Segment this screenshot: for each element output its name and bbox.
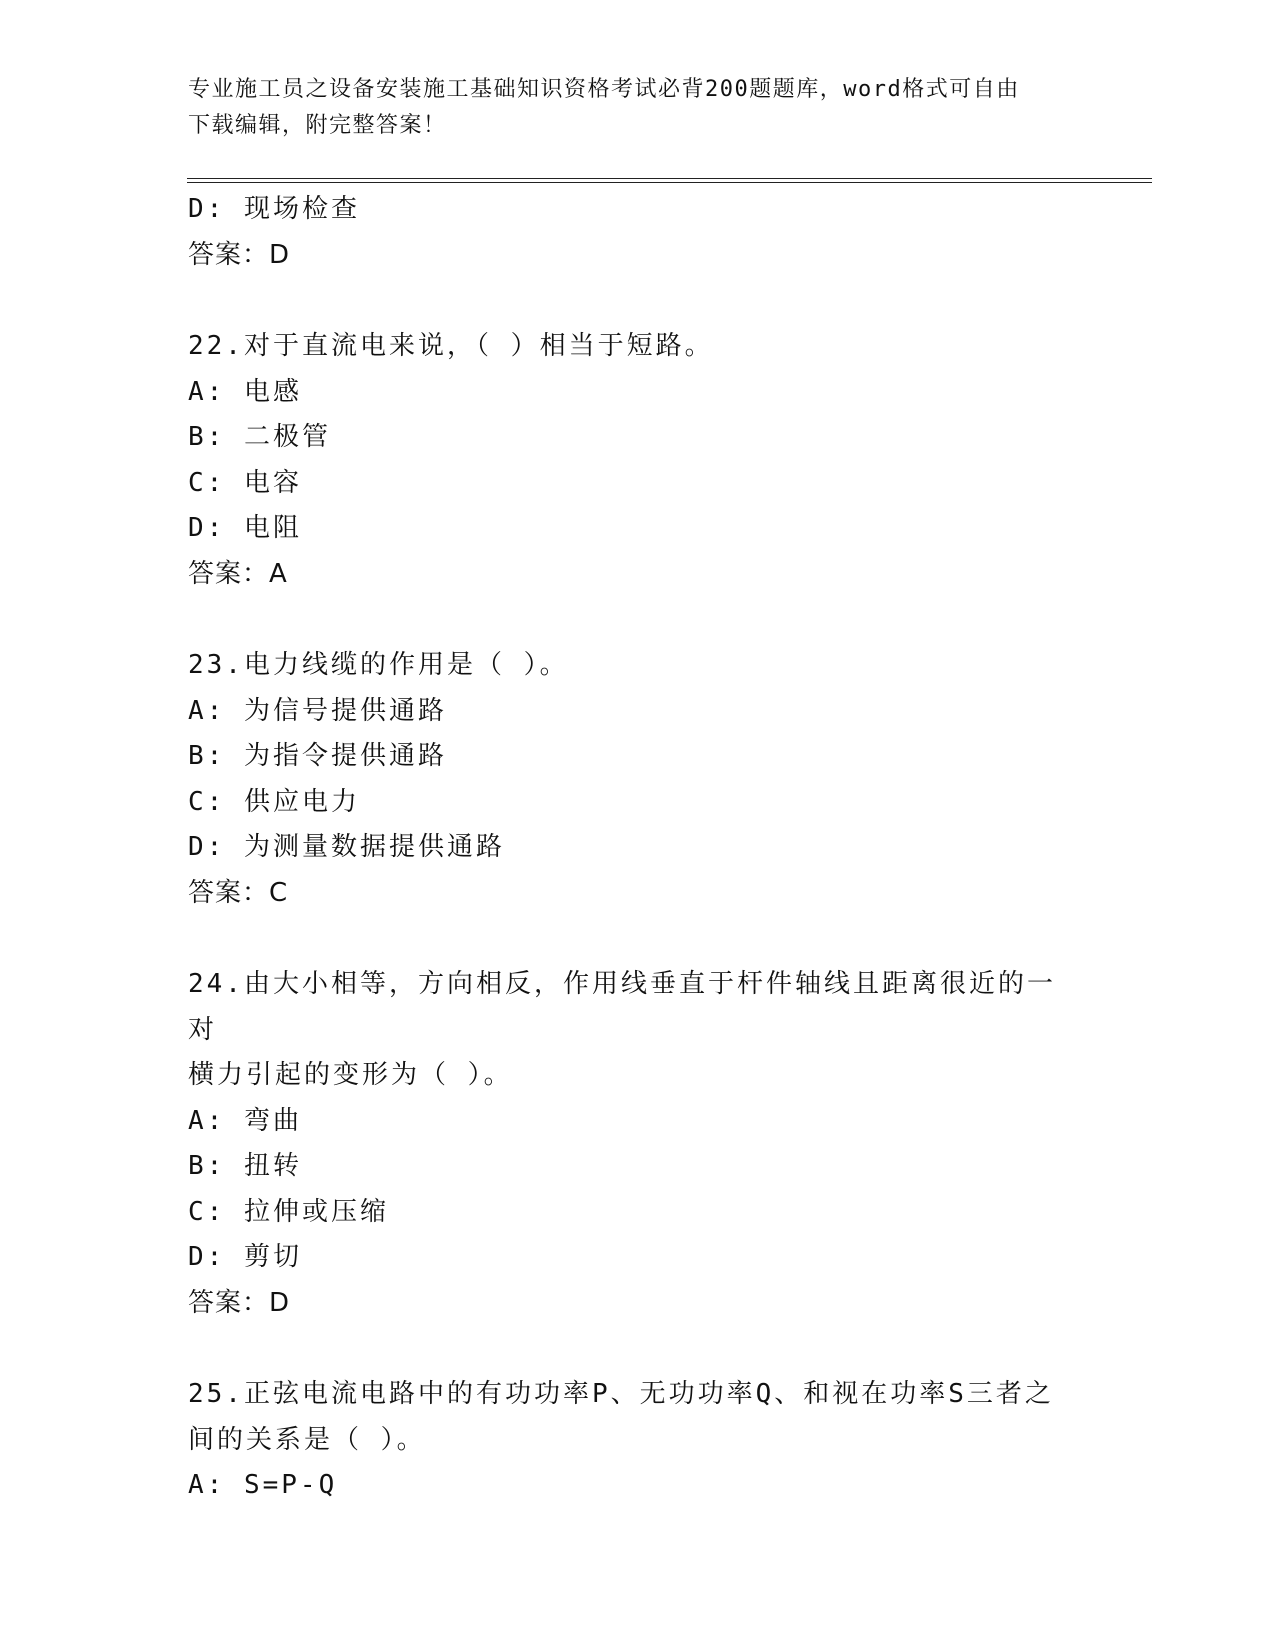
previous-question-tail — [188, 187, 1088, 278]
answer-line: 答案：A — [188, 558, 288, 589]
question-24 — [188, 962, 1088, 1326]
header-line-1: 专业施工员之设备安装施工基础知识资格考试必背200题题库，word格式可自由 — [188, 77, 1020, 102]
question-text-line-2: 间的关系是（ ）。 — [188, 1424, 426, 1455]
option-c: C: 供应电力 — [188, 786, 360, 817]
spacer — [188, 597, 1088, 643]
spacer — [188, 916, 1088, 962]
answer-line: 答案：D — [188, 1287, 291, 1318]
question-22 — [188, 324, 1088, 597]
option-b: B: 二极管 — [188, 422, 331, 452]
option-a: A: 电感 — [188, 376, 302, 407]
option-b: B: 扭转 — [188, 1151, 302, 1181]
option-d: D: 为测量数据提供通路 — [188, 832, 505, 862]
document-header — [188, 72, 1068, 144]
option-d: D: 电阻 — [188, 513, 302, 543]
header-line-2: 下载编辑，附完整答案！ — [188, 113, 447, 138]
header-divider-top — [187, 178, 1152, 179]
question-text-line-1: 25.正弦电流电路中的有功功率P、无功功率Q、和视在功率S三者之 — [188, 1379, 1054, 1409]
answer-line: 答案：C — [188, 877, 289, 908]
option-d: D: 剪切 — [188, 1242, 302, 1272]
question-23 — [188, 643, 1088, 916]
header-divider-bottom — [187, 182, 1152, 183]
question-text-line-1: 24.由大小相等，方向相反，作用线垂直于杆件轴线且距离很近的一对 — [188, 969, 1056, 1045]
answer-line: 答案：D — [188, 239, 291, 270]
option-d: D: 现场检查 — [188, 194, 360, 224]
option-c: C: 拉伸或压缩 — [188, 1196, 389, 1227]
question-text: 22.对于直流电来说，（ ）相当于短路。 — [188, 331, 714, 361]
spacer — [188, 278, 1088, 324]
spacer — [188, 1326, 1088, 1372]
option-a: A: 为信号提供通路 — [188, 695, 447, 726]
option-a: A: 弯曲 — [188, 1105, 302, 1136]
question-list — [188, 187, 1088, 1509]
option-b: B: 为指令提供通路 — [188, 741, 447, 771]
question-text: 23.电力线缆的作用是（ ）。 — [188, 650, 569, 680]
question-25 — [188, 1372, 1088, 1509]
question-text-line-2: 横力引起的变形为（ ）。 — [188, 1060, 513, 1090]
option-a: A: S=P-Q — [188, 1470, 338, 1500]
option-c: C: 电容 — [188, 467, 302, 498]
